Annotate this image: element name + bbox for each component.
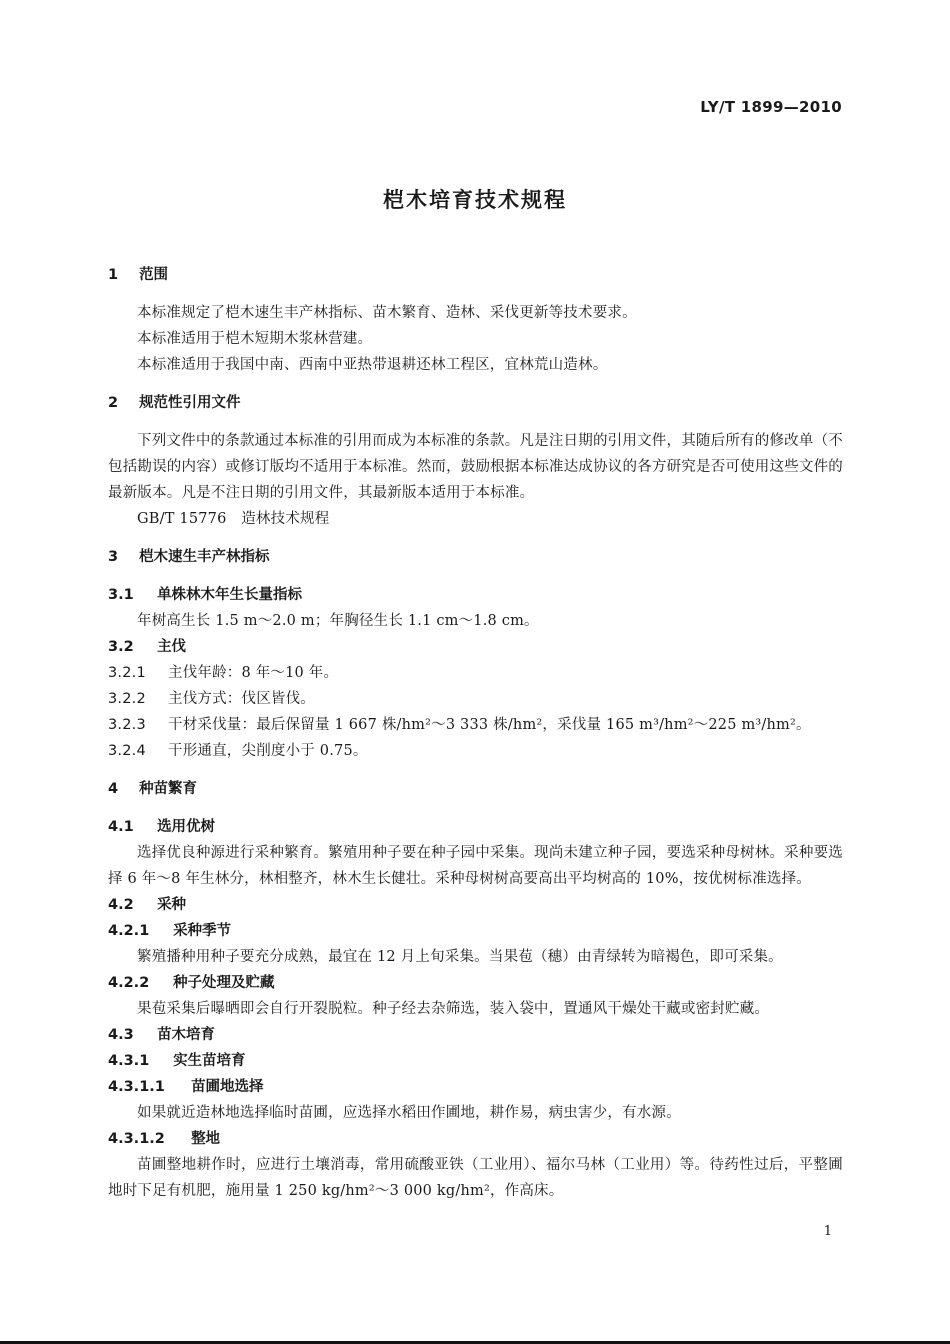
document-title: 桤木培育技术规程 [383,188,567,212]
document-body [108,262,843,1204]
section-title: 范围 [139,267,169,283]
section-4-heading [108,776,843,802]
page-number: 1 [823,1224,832,1239]
paragraph: 繁殖播种用种子要充分成熟，最宜在 12 月上旬采集。当果苞（穗）由青绿转为暗褐色，即可采集。 [137,949,783,965]
subsection-number: 4.3 [108,1027,134,1043]
section-title: 种苗繁育 [139,781,198,797]
subsection-number: 4.1 [108,819,134,835]
subsection-heading [108,582,843,608]
document-code: LY/T 1899—2010 [700,98,842,116]
subsection-title: 苗圃地选择 [191,1079,264,1095]
clause-text: 干材采伐量：最后保留量 1 667 株/hm²～3 333 株/hm²，采伐量 165 m³/hm²～225 m³/hm²。 [168,717,811,733]
paragraph: 本标准适用于桤木短期木浆林营建。 [137,331,373,347]
clause-number: 3.2.2 [108,691,146,707]
subsection-number: 4.2.1 [108,923,150,939]
subsection-number: 4.2.2 [108,975,150,991]
section-3-heading [108,544,843,570]
clause-text: 主伐方式：伐区皆伐。 [168,691,315,707]
paragraph: 选择优良种源进行采种繁育。繁殖用种子要在种子园中采集。现尚未建立种子园，要选采种母树林。采种要选择 6 年～8 年生林分，林相整齐，林木生长健壮。采种母树树高要高出平均树高的 10%，按优树标准选择。 [108,845,843,887]
clause-text: 干形通直，尖削度小于 0.75。 [168,743,368,759]
reference-item: GB/T 15776 造林技术规程 [137,511,330,527]
subsection-heading [108,1126,843,1152]
section-number: 3 [108,549,119,565]
subsection-number: 4.3.1.1 [108,1079,165,1095]
subsection-title: 苗木培育 [157,1027,216,1043]
subsection-title: 实生苗培育 [173,1053,246,1069]
paragraph: 果苞采集后曝晒即会自行开裂脱粒。种子经去杂筛选，装入袋中，置通风干燥处干藏或密封贮藏。 [137,1001,770,1017]
clause-number: 3.2.4 [108,743,146,759]
subsection-title: 采种 [157,897,187,913]
clause-item [108,686,843,712]
paragraph: 下列文件中的条款通过本标准的引用而成为本标准的条款。凡是注日期的引用文件，其随后所有的修改单（不包括勘误的内容）或修订版均不适用于本标准。然而，鼓励根据本标准达成协议的各方研究是否可使用这些文件的最新版本。凡是不注日期的引用文件，其最新版本适用于本标准。 [108,433,843,501]
subsection-heading [108,1048,843,1074]
section-title: 桤木速生丰产林指标 [139,549,270,565]
clause-item [108,738,843,764]
clause-item [108,712,843,738]
paragraph: 本标准适用于我国中南、西南中亚热带退耕还林工程区，宜林荒山造林。 [137,357,608,373]
clause-item [108,660,843,686]
subsection-heading [108,814,843,840]
section-number: 1 [108,267,119,283]
section-1-heading [108,262,843,288]
subsection-title: 选用优树 [157,819,216,835]
section-number: 2 [108,395,119,411]
section-2-heading [108,390,843,416]
subsection-title: 种子处理及贮藏 [173,975,275,991]
subsection-title: 主伐 [157,639,187,655]
subsection-title: 整地 [191,1131,221,1147]
paragraph: 苗圃整地耕作时，应进行土壤消毒，常用硫酸亚铁（工业用）、福尔马林（工业用）等。待药性过后，平整圃地时下足有机肥，施用量 1 250 kg/hm²～3 000 kg/hm²，作高床。 [108,1157,843,1199]
paragraph: 年树高生长 1.5 m～2.0 m；年胸径生长 1.1 cm～1.8 cm。 [137,613,539,629]
subsection-number: 4.2 [108,897,134,913]
subsection-title: 单株林木年生长量指标 [157,587,303,603]
subsection-heading [108,892,843,918]
paragraph: 如果就近造林地选择临时苗圃，应选择水稻田作圃地，耕作易，病虫害少，有水源。 [137,1105,681,1121]
subsection-heading [108,1074,843,1100]
subsection-heading [108,1022,843,1048]
paragraph: 本标准规定了桤木速生丰产林指标、苗木繁育、造林、采伐更新等技术要求。 [137,305,637,321]
clause-number: 3.2.3 [108,717,146,733]
subsection-number: 4.3.1 [108,1053,150,1069]
subsection-heading [108,918,843,944]
section-number: 4 [108,781,119,797]
subsection-number: 3.2 [108,639,134,655]
subsection-number: 4.3.1.2 [108,1131,165,1147]
subsection-number: 3.1 [108,587,134,603]
clause-text: 主伐年龄：8 年～10 年。 [168,665,339,681]
section-title: 规范性引用文件 [139,395,241,411]
subsection-title: 采种季节 [173,923,232,939]
subsection-heading [108,970,843,996]
clause-number: 3.2.1 [108,665,146,681]
subsection-heading [108,634,843,660]
